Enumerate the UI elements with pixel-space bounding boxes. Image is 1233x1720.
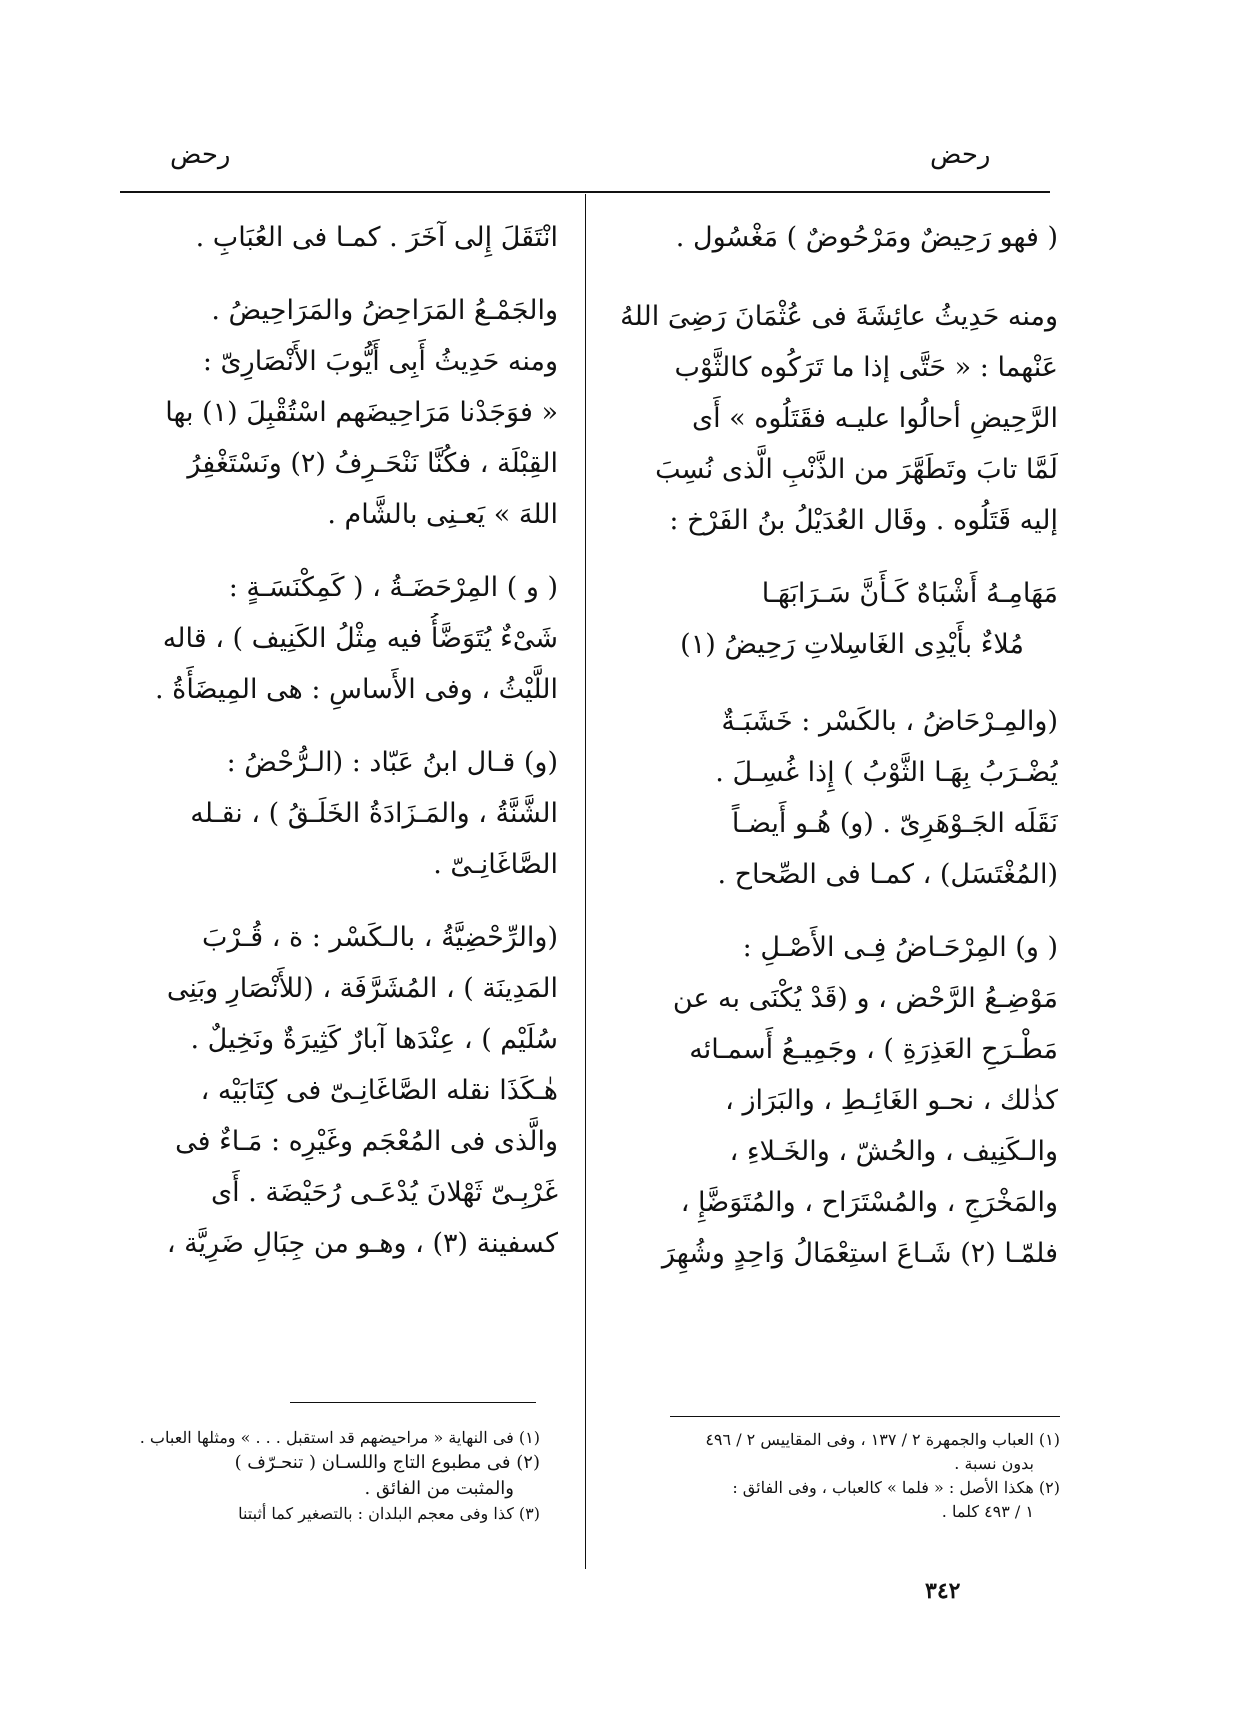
column-divider (585, 194, 586, 1569)
text-line: هٰـكَذَا نقله الصَّاغَانِـىّ فى كِتَابَيْه ، (200, 1075, 558, 1106)
verse-line: مَهَامِـهُ أَشْبَاهٌ كَـأَنَّ سَـرَابَهَـا (761, 578, 1058, 609)
text-line: الرَّحِيضِ أحالُوا عليـه فقَتَلُوه » أَى (691, 403, 1058, 434)
poetry-verse (620, 568, 1058, 670)
text-line: (والرِّحْضِيَّةُ ، بالـكَسْر : ة ، قُـرْبَ (202, 922, 558, 953)
footnotes-right (660, 1428, 1060, 1524)
footnote-rule-right (670, 1416, 1060, 1417)
paragraph (620, 212, 1058, 263)
text-line: ( و) المِرْحَـاضُ فِـى الأَصْـلِ : (742, 932, 1058, 963)
text-line: فلمّـا (٢) شَـاعَ استِعْمَالُ وَاحِدٍ وشُهِرَ (661, 1238, 1058, 1269)
text-line: ( فهو رَحِيضٌ ومَرْحُوضٌ ) مَغْسُول . (675, 222, 1058, 253)
text-line: الشَّنَّةُ ، والمَـزَادَةُ الخَلَـقُ ) ، نقـله (190, 798, 558, 829)
text-line: والـكَنِيف ، والحُشّ ، والخَـلاءِ ، (729, 1136, 1058, 1167)
footnotes-left (120, 1426, 540, 1526)
text-line: ومنه حَدِيثُ عائِشَةَ فى عُثْمَانَ رَضِىَ اللهُ (620, 301, 1058, 332)
text-line: والَّذى فى المُعْجَم وغَيْرِه : مَـاءٌ فى (175, 1126, 558, 1157)
header-rule (120, 191, 1050, 193)
text-line: انْتَقَلَ إِلى آخَرَ . كمـا فى العُبَابِ . (195, 222, 558, 253)
footnote: بدون نسبة . (954, 1454, 1034, 1473)
text-line: « فوَجَدْنا مَرَاحِيضَهم اسْتُقْبِلَ (١) بها (165, 397, 558, 428)
text-line: ومنه حَدِيثُ أَبِى أَيُّوبَ الأَنْصَارِىّ : (202, 346, 558, 377)
paragraph (120, 737, 558, 890)
verse-line: مُلاءٌ بأَيْدِى الغَاسِلاتِ رَحِيضُ (١) (680, 629, 1024, 660)
running-head-left: رحض (170, 140, 231, 170)
text-line: (المُغْتَسَل) ، كمـا فى الصِّحاح . (717, 859, 1058, 890)
text-line: نَقَلَه الجَـوْهَرِىّ . (و) هُـو أَيضـاً (731, 808, 1058, 839)
text-line: يُضْـرَبُ بِهَـا الثَّوْبُ ) إِذا غُسِـلَ . (715, 757, 1058, 788)
text-line: غَرْبِـىّ ثَهْلانَ يُدْعَـى رُحَيْضَة . أَى (211, 1177, 558, 1208)
footnote: والمثبت من الفائق . (364, 1478, 514, 1499)
text-line: القِبْلَة ، فكُنَّا نَنْحَـرِفُ (٢) ونَسْتَغْفِرُ (187, 448, 558, 479)
paragraph (120, 285, 558, 540)
text-line: الصَّاغَانِـىّ . (433, 849, 558, 880)
footnote: (٢) فى مطبوع التاج واللسـان ( تنحـرّف ) (234, 1452, 540, 1473)
left-column (120, 212, 558, 1291)
text-line: والجَمْـعُ المَرَاحِضُ والمَرَاحِيضُ . (211, 295, 558, 326)
text-line: مَطْـرَحِ العَذِرَةِ ) ، وجَمِيـعُ أَسمـائه (689, 1034, 1058, 1065)
footnote: ١ / ٤٩٣ كلما . (941, 1502, 1034, 1521)
paragraph (120, 212, 558, 263)
text-line: مَوْضِـعُ الرَّحْض ، و (قَدْ يُكْنَى به عن (672, 983, 1058, 1014)
footnote-rule-left (290, 1402, 536, 1403)
paragraph (120, 562, 558, 715)
paragraph (620, 291, 1058, 546)
text-line: اللَّيْثُ ، وفى الأَساسِ : هى المِيضَأَةُ . (155, 674, 558, 705)
text-line: عَنْهما : « حَتَّى إذا ما تَرَكُوه كالثَّوْب (674, 352, 1058, 383)
text-line: سُلَيْم ) ، عِنْدَها آبارٌ كَثِيرَةٌ ونَخِيلٌ . (190, 1024, 558, 1055)
footnote: (٢) هكذا الأصل : « فلما » كالعباب ، وفى الفائق : (732, 1478, 1060, 1497)
footnote: (٣) كذا وفى معجم البلدان : بالتصغير كما أثبتنا (238, 1504, 540, 1523)
text-line: كسفينة (٣) ، وهـو من جِبَالِ ضَرِيَّة ، (166, 1228, 558, 1259)
paragraph (620, 922, 1058, 1279)
running-head-right: رحض (930, 140, 991, 170)
footnote: (١) فى النهاية « مراحيضهم قد استقبل . . . » ومثلها العباب . (139, 1428, 540, 1447)
footnote: (١) العباب والجمهرة ٢ / ١٣٧ ، وفى المقاييس ٢ / ٤٩٦ (705, 1430, 1060, 1449)
text-line: والمَخْرَجِ ، والمُسْتَرَاح ، والمُتَوَضَّإِ ، (680, 1187, 1058, 1218)
text-line: (و) قـال ابنُ عَبّاد : (الـرُّحْضُ : (226, 747, 558, 778)
text-line: اللهَ » يَعـنِى بالشَّام . (327, 499, 558, 530)
text-line: لَمَّا تابَ وتَطَهَّرَ من الذَّنْبِ الَّذى نُسِبَ (655, 454, 1058, 485)
paragraph (120, 912, 558, 1269)
paragraph (620, 696, 1058, 900)
text-line: إليه قَتَلُوه . وقَال العُدَيْلُ بنُ الفَرْخ : (669, 505, 1058, 536)
text-line: المَدِينَة ) ، المُشَرَّفَة ، (للأَنْصَارِ وبَنِى (166, 973, 558, 1004)
page-number: ٣٤٢ (925, 1578, 961, 1604)
text-line: (والمِـرْحَاضُ ، بالكَسْر : خَشَبَـةٌ (721, 706, 1058, 737)
right-column (620, 212, 1058, 1301)
text-line: كذٰلك ، نحـو الغَائِـطِ ، والبَرَاز ، (725, 1085, 1058, 1116)
text-line: شَىْءٌ يُتَوَضَّأُ فيه مِثْلُ الكَنِيف ) ، قاله (162, 623, 558, 654)
text-line: ( و ) المِرْحَضَـةُ ، ( كَمِكْنَسَـةٍ : (228, 572, 558, 603)
